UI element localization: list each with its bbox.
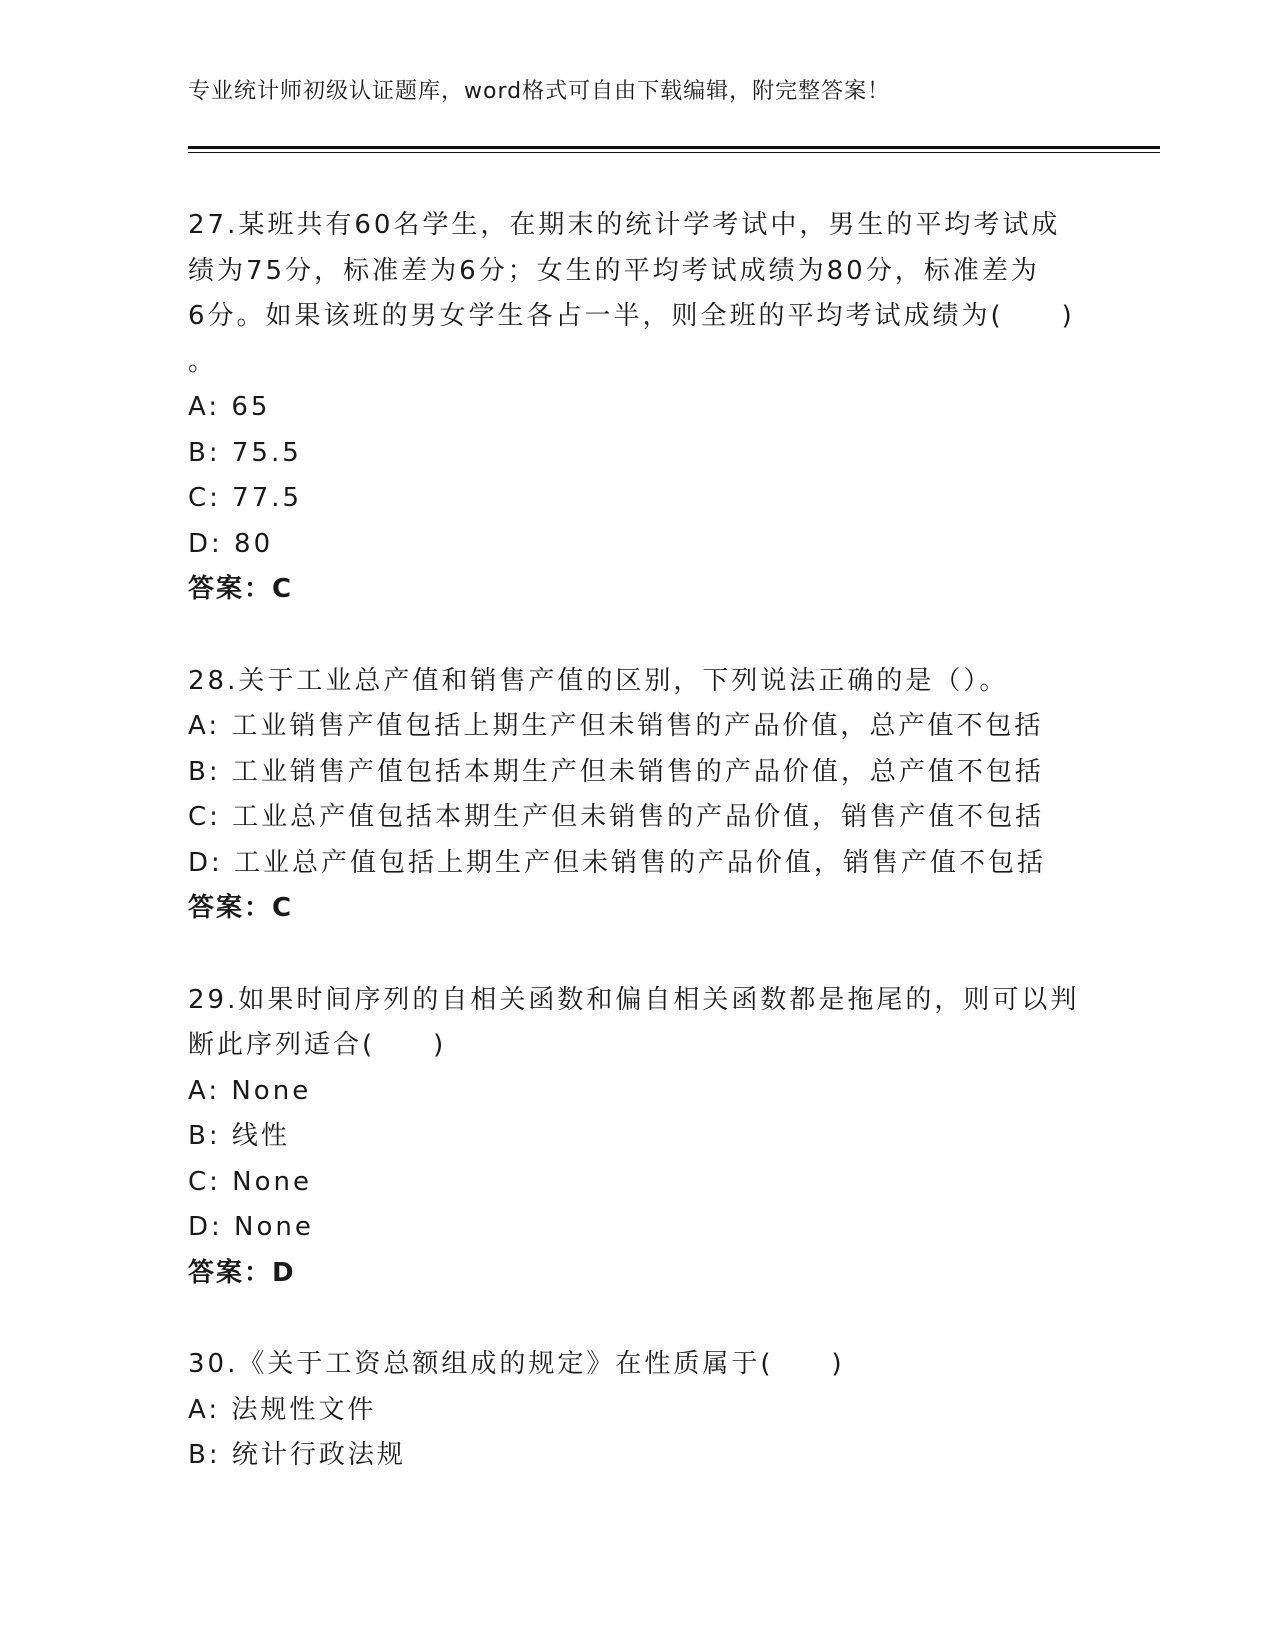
question-stem-line: 断此序列适合( ) — [188, 1030, 447, 1060]
option-a: A: 工业销售产值包括上期生产但未销售的产品价值，总产值不包括 — [188, 711, 1044, 741]
answer-label: 答案：D — [188, 1257, 296, 1288]
question-stem-line: 30.《关于工资总额组成的规定》在性质属于( ) — [188, 1349, 845, 1379]
option-c: C: 工业总产值包括本期生产但未销售的产品价值，销售产值不包括 — [188, 802, 1045, 832]
page-header: 专业统计师初级认证题库，word格式可自由下载编辑，附完整答案！ — [188, 79, 891, 104]
question-stem-line: 6分。如果该班的男女学生各占一半，则全班的平均考试成绩为( ) — [188, 301, 1075, 331]
option-b: B: 统计行政法规 — [188, 1440, 406, 1470]
question-27 — [188, 203, 1088, 613]
question-stem-line: 27.某班共有60名学生，在期末的统计学考试中，男生的平均考试成 — [188, 210, 1061, 240]
question-stem-line: 绩为75分，标准差为6分；女生的平均考试成绩为80分，标准差为 — [188, 255, 1040, 286]
question-28 — [188, 659, 1088, 932]
option-b: B: 75.5 — [188, 437, 302, 468]
option-a: A: None — [188, 1075, 312, 1106]
answer-label: 答案：C — [188, 893, 294, 923]
question-30 — [188, 1342, 1088, 1479]
option-a: A: 法规性文件 — [188, 1394, 377, 1425]
question-stem-line: 。 — [188, 346, 218, 377]
question-list — [188, 203, 1088, 1525]
question-29 — [188, 978, 1088, 1297]
option-d: D: 工业总产值包括上期生产但未销售的产品价值，销售产值不包括 — [188, 847, 1047, 878]
header-rule-thin — [188, 152, 1160, 153]
option-a: A: 65 — [188, 392, 271, 422]
question-stem-line: 28.关于工业总产值和销售产值的区别，下列说法正确的是（）。 — [188, 665, 1009, 696]
option-c: C: None — [188, 1166, 313, 1197]
answer-label: 答案：C — [188, 574, 294, 604]
option-b: B: 线性 — [188, 1121, 290, 1151]
question-stem-line: 29.如果时间序列的自相关函数和偏自相关函数都是拖尾的，则可以判 — [188, 984, 1080, 1015]
option-d: D: None — [188, 1212, 314, 1242]
option-b: B: 工业销售产值包括本期生产但未销售的产品价值，总产值不包括 — [188, 756, 1044, 787]
header-rule — [188, 146, 1160, 149]
option-d: D: 80 — [188, 528, 274, 559]
option-c: C: 77.5 — [188, 483, 303, 513]
